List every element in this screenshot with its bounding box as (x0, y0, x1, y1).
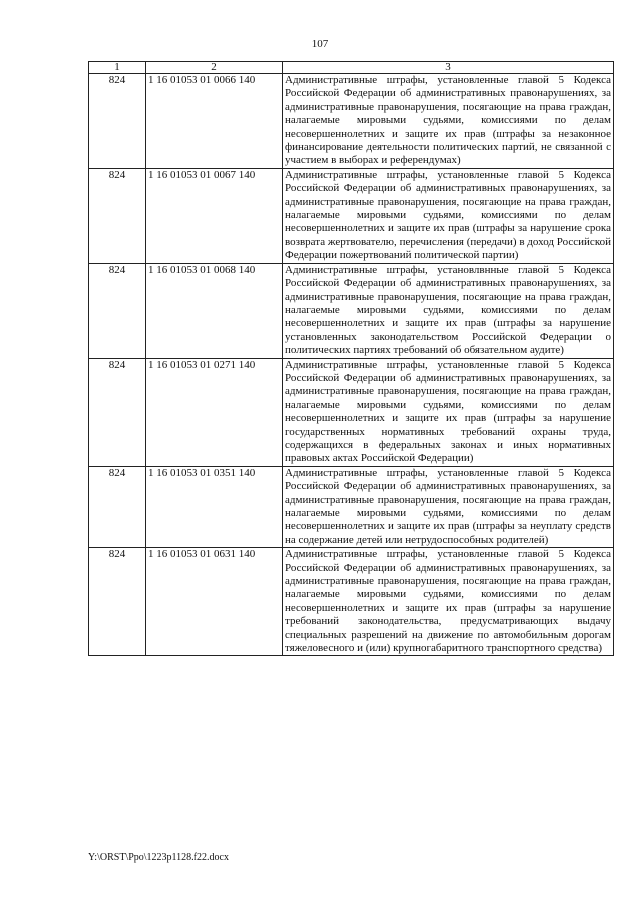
administrator-code: 824 (89, 74, 146, 169)
budget-codes-table (88, 61, 614, 656)
income-description: Административные штрафы, установленные главой 5 Кодекса Российской Федерации об административных правонарушениях, за административные правонарушения, посягающие на права граждан, налагаемые мировыми судьями, комиссиями по делам несовершеннолетних и защите их прав (штрафы за нарушение государственных нормативных требований охраны труда, содержащихся в федеральных законах и иных нормативных правовых актах Российской Федерации) (283, 358, 614, 466)
income-description: Административные штрафы, установленные главой 5 Кодекса Российской Федерации об административных правонарушениях, за административные правонарушения, посягающие на права граждан, налагаемые мировыми судьями, комиссиями по делам несовершеннолетних и защите их прав (штрафы за нарушение срока возврата жертвователю, перечисления (передачи) в доход Российской Федерации пожертвований политической партии) (283, 168, 614, 263)
administrator-code: 824 (89, 263, 146, 358)
table-row (89, 168, 614, 263)
income-description: Административные штрафы, установленные главой 5 Кодекса Российской Федерации об административных правонарушениях, за административные правонарушения, посягающие на права граждан, налагаемые мировыми судьями, комиссиями по делам несовершеннолетних и защите их прав (штрафы за нарушение требований законодательства, предусматривающих выдачу специальных разрешений на движение по автомобильным дорогам тяжеловесного и (или) крупногабаритного транспортного средства) (283, 548, 614, 656)
column-header-2: 2 (146, 62, 283, 74)
budget-classification-code: 1 16 01053 01 0351 140 (146, 466, 283, 547)
administrator-code: 824 (89, 358, 146, 466)
budget-classification-code: 1 16 01053 01 0066 140 (146, 74, 283, 169)
column-header-3: 3 (283, 62, 614, 74)
administrator-code: 824 (89, 548, 146, 656)
income-description: Административные штрафы, установленные главой 5 Кодекса Российской Федерации об административных правонарушениях, за административные правонарушения, посягающие на права граждан, налагаемые мировыми судьями, комиссиями по делам несовершеннолетних и защите их прав (штрафы за незаконное финансирование деятельности политических партий, не связанной с участием в выборах и референдумах) (283, 74, 614, 169)
budget-classification-code: 1 16 01053 01 0631 140 (146, 548, 283, 656)
page-number: 107 (311, 38, 329, 50)
document-file-path: Y:\ORST\Ppo\1223p1128.f22.docx (88, 852, 229, 863)
table-header-row (89, 62, 614, 74)
income-description: Административные штрафы, установленные главой 5 Кодекса Российской Федерации об административных правонарушениях, за административные правонарушения, посягающие на права граждан, налагаемые мировыми судьями, комиссиями по делам несовершеннолетних и защите их прав (штрафы за неуплату средств на содержание детей или нетрудоспособных родителей) (283, 466, 614, 547)
table-row (89, 466, 614, 547)
income-description: Административные штрафы, установлвнные главой 5 Кодекса Российской Федерации об административных правонарушениях, за административные правонарушения, посягающие на права граждан, налагаемые мировыми судьями, комиссиями по делам несовершеннолетних и защите их прав (штрафы за нарушение установленных законодательством Российской Федерации о политических партиях требований об обязательном аудите) (283, 263, 614, 358)
table-row (89, 74, 614, 169)
budget-classification-code: 1 16 01053 01 0067 140 (146, 168, 283, 263)
table-row (89, 548, 614, 656)
table-row (89, 263, 614, 358)
table-row (89, 358, 614, 466)
administrator-code: 824 (89, 466, 146, 547)
administrator-code: 824 (89, 168, 146, 263)
budget-classification-code: 1 16 01053 01 0271 140 (146, 358, 283, 466)
column-header-1: 1 (89, 62, 146, 74)
budget-classification-code: 1 16 01053 01 0068 140 (146, 263, 283, 358)
